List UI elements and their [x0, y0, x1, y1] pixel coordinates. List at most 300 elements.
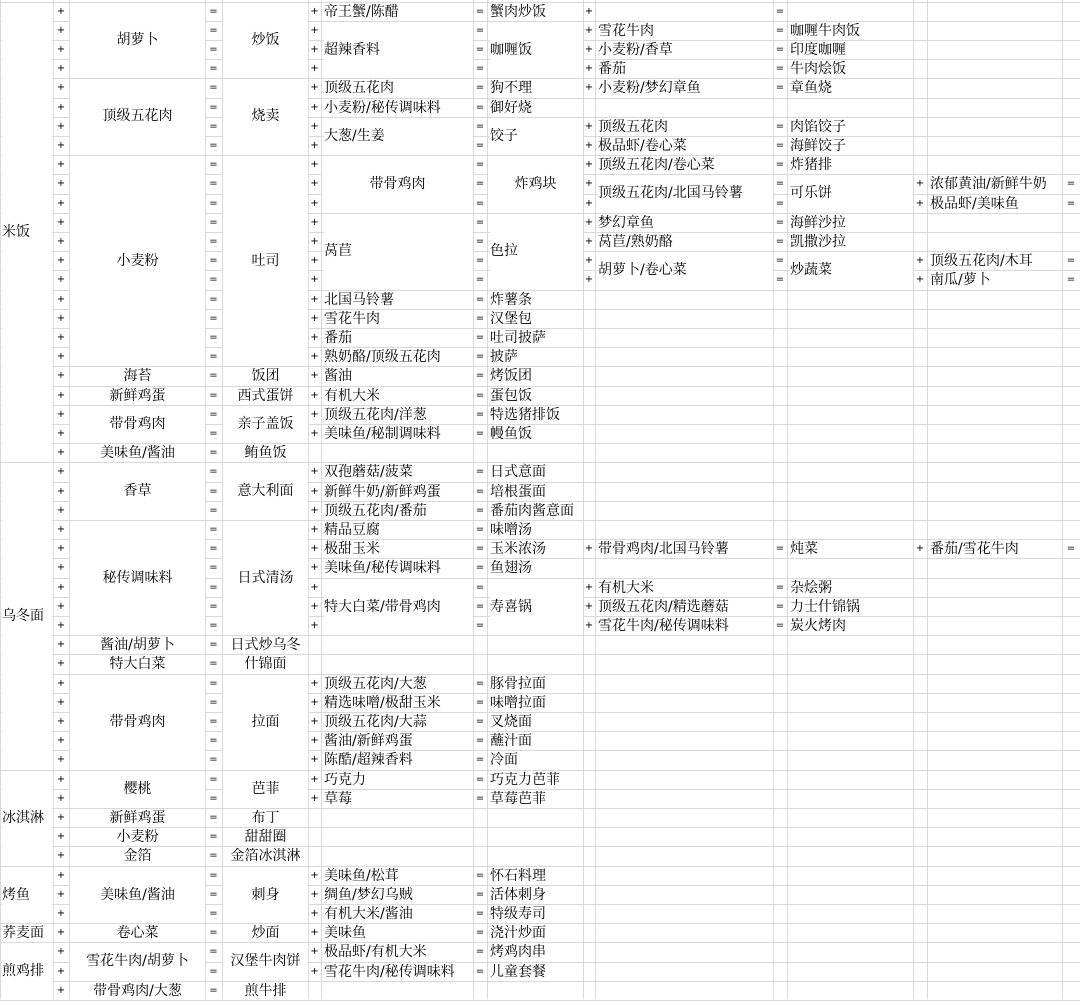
plus-symbol: + — [915, 255, 925, 267]
dish-cell: 浇汁炒面 — [490, 924, 583, 942]
equals-symbol: = — [475, 82, 485, 94]
ingredient-cell: 香草 — [70, 463, 205, 520]
equals-symbol: = — [775, 43, 785, 55]
plus-symbol: + — [584, 619, 594, 631]
ingredient-cell: 莴苣/熟奶酪 — [598, 233, 773, 251]
plus-symbol: + — [584, 63, 594, 75]
plus-symbol: + — [310, 120, 319, 132]
plus-symbol: + — [310, 504, 319, 516]
equals-symbol: = — [475, 773, 485, 785]
ingredient-cell: 小麦粉/梦幻章鱼 — [598, 79, 773, 97]
dish-cell: 海鲜沙拉 — [790, 214, 913, 232]
plus-symbol: + — [310, 735, 319, 747]
ingredient-cell: 美味鱼/酱油 — [70, 867, 205, 924]
equals-symbol: = — [475, 139, 485, 151]
equals-symbol: = — [1066, 178, 1076, 190]
dish-cell: 炸薯条 — [490, 291, 583, 309]
plus-symbol: + — [310, 696, 319, 708]
ingredient-cell: 绸鱼/梦幻乌贼 — [324, 886, 473, 904]
ingredient-cell: 顶级五花肉/大葱 — [324, 675, 473, 693]
plus-symbol: + — [310, 178, 319, 190]
equals-symbol: = — [475, 331, 485, 343]
equals-symbol: = — [209, 946, 218, 958]
ingredient-cell: 带骨鸡肉/北国马铃薯 — [598, 540, 773, 558]
equals-symbol: = — [209, 24, 218, 36]
plus-symbol: + — [56, 831, 66, 843]
plus-symbol: + — [56, 351, 66, 363]
ingredient-cell: 雪花牛肉/秘传调味料 — [598, 617, 773, 635]
ingredient-cell: 酱油/胡萝卜 — [70, 636, 205, 654]
plus-symbol: + — [584, 274, 594, 286]
ingredient-cell: 卷心菜 — [70, 924, 205, 942]
base-dish-cell: 米饭 — [2, 3, 52, 463]
equals-symbol: = — [775, 159, 785, 171]
dish-cell: 特级寿司 — [490, 905, 583, 923]
dish-cell: 饺子 — [490, 118, 583, 155]
dish-cell: 什锦面 — [223, 655, 308, 673]
base-dish-cell: 煎鸡排 — [2, 943, 52, 1000]
ingredient-cell: 带骨鸡肉 — [322, 156, 473, 213]
ingredient-cell: 顶级五花肉/北国马铃薯 — [598, 175, 773, 212]
plus-symbol: + — [310, 907, 319, 919]
dish-cell: 意大利面 — [223, 463, 308, 520]
equals-symbol: = — [775, 63, 785, 75]
dish-cell: 印度咖喱 — [790, 41, 913, 59]
plus-symbol: + — [310, 235, 319, 247]
plus-symbol: + — [310, 619, 319, 631]
dish-cell: 活体刺身 — [490, 886, 583, 904]
dish-cell: 金箔冰淇淋 — [223, 847, 308, 865]
ingredient-cell: 酱油/新鲜鸡蛋 — [324, 732, 473, 750]
ingredient-cell: 秘传调味料 — [70, 521, 205, 635]
dish-cell: 冷面 — [490, 751, 583, 769]
plus-symbol: + — [584, 82, 594, 94]
plus-symbol: + — [56, 984, 66, 996]
plus-symbol: + — [584, 159, 594, 171]
plus-symbol: + — [310, 562, 319, 574]
plus-symbol: + — [915, 178, 925, 190]
dish-cell: 炸猪排 — [790, 156, 913, 174]
ingredient-cell: 雪花牛肉/秘传调味料 — [324, 963, 473, 981]
ingredient-cell: 胡萝卜 — [70, 3, 205, 79]
ingredient-cell: 巧克力 — [324, 771, 473, 789]
ingredient-cell: 有机大米/酱油 — [324, 905, 473, 923]
ingredient-cell: 番茄 — [324, 329, 473, 347]
equals-symbol: = — [775, 24, 785, 36]
equals-symbol: = — [475, 5, 485, 17]
plus-symbol: + — [56, 927, 66, 939]
equals-symbol: = — [209, 504, 218, 516]
ingredient-cell: 顶级五花肉 — [598, 118, 773, 136]
plus-symbol: + — [56, 101, 66, 113]
equals-symbol: = — [209, 274, 218, 286]
ingredient-cell: 熟奶酪/顶级五花肉 — [324, 348, 473, 366]
plus-symbol: + — [310, 485, 319, 497]
equals-symbol: = — [775, 139, 785, 151]
dish-cell: 蛋包饭 — [490, 387, 583, 405]
plus-symbol: + — [310, 389, 319, 401]
equals-symbol: = — [475, 159, 485, 171]
plus-symbol: + — [56, 370, 66, 382]
dish-cell: 御好烧 — [490, 99, 583, 117]
ingredient-cell: 北国马铃薯 — [324, 291, 473, 309]
dish-cell: 牛肉烩饭 — [790, 60, 913, 78]
equals-symbol: = — [775, 82, 785, 94]
equals-symbol: = — [775, 600, 785, 612]
ingredient-cell: 樱桃 — [70, 771, 205, 808]
ingredient-cell: 带骨鸡肉/大葱 — [70, 982, 205, 1000]
dish-cell: 豚骨拉面 — [490, 675, 583, 693]
equals-symbol: = — [209, 754, 218, 766]
plus-symbol: + — [56, 408, 66, 420]
plus-symbol: + — [56, 5, 66, 17]
ingredient-cell: 美味鱼/松茸 — [324, 867, 473, 885]
plus-symbol: + — [584, 24, 594, 36]
plus-symbol: + — [56, 331, 66, 343]
equals-symbol: = — [209, 82, 218, 94]
ingredient-cell: 精选味噌/极甜玉米 — [324, 694, 473, 712]
plus-symbol: + — [584, 178, 594, 190]
ingredient-cell: 顶级五花肉/洋葱 — [324, 406, 473, 424]
dish-cell: 玉米浓汤 — [490, 540, 583, 558]
ingredient-cell: 浓郁黄油/新鲜牛奶 — [930, 175, 1062, 193]
ingredient-cell: 大葱/生姜 — [324, 118, 473, 155]
plus-symbol: + — [56, 139, 66, 151]
dish-cell: 日式清汤 — [223, 521, 308, 635]
equals-symbol: = — [209, 715, 218, 727]
equals-symbol: = — [775, 255, 785, 267]
dish-cell: 炸鸡块 — [488, 156, 583, 213]
plus-symbol: + — [310, 677, 319, 689]
plus-symbol: + — [310, 754, 319, 766]
ingredient-cell: 陈酷/超辣香料 — [324, 751, 473, 769]
equals-symbol: = — [775, 274, 785, 286]
dish-cell: 甜甜圈 — [223, 828, 308, 846]
equals-symbol: = — [475, 197, 485, 209]
equals-symbol: = — [209, 600, 218, 612]
plus-symbol: + — [56, 43, 66, 55]
ingredient-cell: 双孢蘑菇/菠菜 — [324, 463, 473, 481]
plus-symbol: + — [310, 216, 319, 228]
equals-symbol: = — [209, 351, 218, 363]
plus-symbol: + — [310, 139, 319, 151]
equals-symbol: = — [475, 792, 485, 804]
plus-symbol: + — [584, 581, 594, 593]
dish-cell: 海鲜饺子 — [790, 137, 913, 155]
dish-cell: 烤饭团 — [490, 367, 583, 385]
equals-symbol: = — [209, 159, 218, 171]
dish-cell: 汉堡牛肉饼 — [223, 943, 308, 980]
grid-column-line — [321, 0, 322, 999]
equals-symbol: = — [475, 466, 485, 478]
plus-symbol: + — [56, 274, 66, 286]
plus-symbol: + — [56, 888, 66, 900]
equals-symbol: = — [475, 370, 485, 382]
equals-symbol: = — [775, 543, 785, 555]
equals-symbol: = — [209, 216, 218, 228]
plus-symbol: + — [310, 331, 319, 343]
plus-symbol: + — [56, 754, 66, 766]
equals-symbol: = — [475, 869, 485, 881]
ingredient-cell: 极品虾/有机大米 — [324, 943, 473, 961]
plus-symbol: + — [56, 850, 66, 862]
plus-symbol: + — [310, 869, 319, 881]
dish-cell: 咖喱牛肉饭 — [790, 22, 913, 40]
plus-symbol: + — [584, 235, 594, 247]
plus-symbol: + — [584, 5, 594, 17]
grid-column-line — [927, 0, 928, 999]
plus-symbol: + — [56, 543, 66, 555]
equals-symbol: = — [475, 24, 485, 36]
ingredient-cell: 顶级五花肉/精选蘑菇 — [598, 598, 773, 616]
equals-symbol: = — [475, 735, 485, 747]
dish-cell: 炒蔬菜 — [790, 252, 913, 289]
dish-cell: 可乐饼 — [790, 175, 913, 212]
plus-symbol: + — [310, 24, 319, 36]
ingredient-cell: 顶级五花肉 — [324, 79, 473, 97]
equals-symbol: = — [475, 255, 485, 267]
equals-symbol: = — [475, 946, 485, 958]
dish-cell: 布丁 — [223, 809, 308, 827]
equals-symbol: = — [475, 120, 485, 132]
ingredient-cell: 海苔 — [70, 367, 205, 385]
plus-symbol: + — [56, 600, 66, 612]
dish-cell: 鲔鱼饭 — [223, 444, 308, 462]
equals-symbol: = — [209, 370, 218, 382]
ingredient-cell: 美味鱼/秘传调味料 — [324, 559, 473, 577]
grid-column-line — [1062, 0, 1063, 999]
plus-symbol: + — [310, 427, 319, 439]
dish-cell: 炭火烤肉 — [790, 617, 913, 635]
dish-cell: 鱼翅汤 — [490, 559, 583, 577]
ingredient-cell: 南瓜/萝卜 — [930, 271, 1062, 289]
equals-symbol: = — [475, 312, 485, 324]
ingredient-cell: 酱油 — [324, 367, 473, 385]
plus-symbol: + — [584, 600, 594, 612]
ingredient-cell: 雪花牛肉/胡萝卜 — [70, 943, 205, 980]
equals-symbol: = — [1066, 543, 1076, 555]
dish-cell: 炒饭 — [223, 3, 308, 79]
plus-symbol: + — [584, 216, 594, 228]
plus-symbol: + — [56, 159, 66, 171]
dish-cell: 特选猪排饭 — [490, 406, 583, 424]
equals-symbol: = — [209, 735, 218, 747]
equals-symbol: = — [475, 562, 485, 574]
equals-symbol: = — [475, 907, 485, 919]
ingredient-cell: 美味鱼 — [324, 924, 473, 942]
plus-symbol: + — [56, 677, 66, 689]
plus-symbol: + — [56, 504, 66, 516]
equals-symbol: = — [209, 389, 218, 401]
dish-cell: 杂烩粥 — [790, 579, 913, 597]
plus-symbol: + — [310, 581, 319, 593]
ingredient-cell: 番茄 — [598, 60, 773, 78]
plus-symbol: + — [310, 888, 319, 900]
dish-cell: 色拉 — [490, 214, 583, 290]
plus-symbol: + — [56, 235, 66, 247]
plus-symbol: + — [310, 5, 319, 17]
equals-symbol: = — [775, 216, 785, 228]
equals-symbol: = — [209, 581, 218, 593]
dish-cell: 芭菲 — [223, 771, 308, 808]
plus-symbol: + — [310, 197, 319, 209]
plus-symbol: + — [56, 715, 66, 727]
equals-symbol: = — [475, 523, 485, 535]
equals-symbol: = — [209, 658, 218, 670]
equals-symbol: = — [209, 408, 218, 420]
equals-symbol: = — [475, 619, 485, 631]
equals-symbol: = — [475, 178, 485, 190]
dish-cell: 烤鸡肉串 — [490, 943, 583, 961]
equals-symbol: = — [209, 523, 218, 535]
equals-symbol: = — [209, 792, 218, 804]
equals-symbol: = — [475, 715, 485, 727]
ingredient-cell: 有机大米 — [324, 387, 473, 405]
equals-symbol: = — [775, 581, 785, 593]
dish-cell: 叉烧面 — [490, 713, 583, 731]
plus-symbol: + — [310, 408, 319, 420]
dish-cell: 吐司 — [223, 156, 308, 366]
dish-cell: 巧克力芭菲 — [490, 771, 583, 789]
plus-symbol: + — [310, 63, 319, 75]
equals-symbol: = — [475, 274, 485, 286]
dish-cell: 力士什锦锅 — [790, 598, 913, 616]
plus-symbol: + — [56, 946, 66, 958]
equals-symbol: = — [209, 139, 218, 151]
equals-symbol: = — [475, 888, 485, 900]
dish-cell: 汉堡包 — [490, 310, 583, 328]
ingredient-cell: 极品虾/卷心菜 — [598, 137, 773, 155]
dish-cell: 培根蛋面 — [490, 483, 583, 501]
equals-symbol: = — [209, 965, 218, 977]
base-dish-cell: 乌冬面 — [2, 463, 52, 769]
equals-symbol: = — [209, 677, 218, 689]
plus-symbol: + — [56, 792, 66, 804]
equals-symbol: = — [209, 831, 218, 843]
equals-symbol: = — [209, 543, 218, 555]
ingredient-cell: 新鲜牛奶/新鲜鸡蛋 — [324, 483, 473, 501]
plus-symbol: + — [584, 197, 594, 209]
plus-symbol: + — [310, 312, 319, 324]
base-dish-cell: 荞麦面 — [2, 924, 52, 942]
equals-symbol: = — [209, 639, 218, 651]
equals-symbol: = — [209, 850, 218, 862]
ingredient-cell: 极品虾/美味鱼 — [930, 195, 1062, 213]
equals-symbol: = — [475, 235, 485, 247]
plus-symbol: + — [310, 792, 319, 804]
plus-symbol: + — [310, 43, 319, 55]
plus-symbol: + — [56, 197, 66, 209]
dish-cell: 儿童套餐 — [490, 963, 583, 981]
equals-symbol: = — [475, 965, 485, 977]
plus-symbol: + — [56, 773, 66, 785]
ingredient-cell: 顶级五花肉/番茄 — [324, 502, 473, 520]
ingredient-cell: 超辣香料 — [324, 22, 473, 79]
plus-symbol: + — [310, 715, 319, 727]
plus-symbol: + — [56, 562, 66, 574]
dish-cell: 烧卖 — [223, 79, 308, 155]
equals-symbol: = — [209, 696, 218, 708]
ingredient-cell: 有机大米 — [598, 579, 773, 597]
equals-symbol: = — [475, 485, 485, 497]
plus-symbol: + — [310, 351, 319, 363]
plus-symbol: + — [56, 485, 66, 497]
grid-column-line — [913, 0, 914, 999]
plus-symbol: + — [56, 965, 66, 977]
dish-cell: 刺身 — [223, 867, 308, 924]
equals-symbol: = — [209, 562, 218, 574]
equals-symbol: = — [475, 696, 485, 708]
equals-symbol: = — [209, 427, 218, 439]
equals-symbol: = — [209, 101, 218, 113]
equals-symbol: = — [209, 447, 218, 459]
equals-symbol: = — [209, 178, 218, 190]
plus-symbol: + — [56, 389, 66, 401]
ingredient-cell: 番茄/雪花牛肉 — [930, 540, 1062, 558]
equals-symbol: = — [1066, 197, 1076, 209]
plus-symbol: + — [584, 255, 594, 267]
ingredient-cell: 小麦粉/香草 — [598, 41, 773, 59]
equals-symbol: = — [209, 312, 218, 324]
dish-cell: 味噌汤 — [490, 521, 583, 539]
ingredient-cell: 帝王蟹/陈醋 — [324, 3, 473, 21]
equals-symbol: = — [209, 869, 218, 881]
plus-symbol: + — [915, 274, 925, 286]
plus-symbol: + — [584, 43, 594, 55]
ingredient-cell: 雪花牛肉 — [324, 310, 473, 328]
ingredient-cell: 小麦粉 — [70, 156, 205, 366]
grid-column-line — [787, 0, 788, 999]
ingredient-cell: 顶级五花肉/卷心菜 — [598, 156, 773, 174]
dish-cell: 炒面 — [223, 924, 308, 942]
equals-symbol: = — [209, 43, 218, 55]
ingredient-cell: 带骨鸡肉 — [70, 406, 205, 443]
ingredient-cell: 顶级五花肉/木耳 — [930, 252, 1062, 270]
ingredient-cell: 小麦粉/秘传调味料 — [324, 99, 473, 117]
equals-symbol: = — [209, 5, 218, 17]
equals-symbol: = — [209, 811, 218, 823]
ingredient-cell: 特大白菜/带骨鸡肉 — [324, 579, 473, 636]
plus-symbol: + — [56, 427, 66, 439]
equals-symbol: = — [475, 543, 485, 555]
equals-symbol: = — [775, 178, 785, 190]
ingredient-cell: 顶级五花肉 — [70, 79, 205, 155]
equals-symbol: = — [475, 677, 485, 689]
equals-symbol: = — [209, 907, 218, 919]
dish-cell: 日式意面 — [490, 463, 583, 481]
plus-symbol: + — [56, 811, 66, 823]
plus-symbol: + — [56, 82, 66, 94]
ingredient-cell: 草莓 — [324, 790, 473, 808]
equals-symbol: = — [209, 485, 218, 497]
dish-cell: 蘸汁面 — [490, 732, 583, 750]
plus-symbol: + — [584, 139, 594, 151]
plus-symbol: + — [56, 869, 66, 881]
plus-symbol: + — [310, 965, 319, 977]
dish-cell: 披萨 — [490, 348, 583, 366]
equals-symbol: = — [475, 927, 485, 939]
equals-symbol: = — [1066, 255, 1076, 267]
equals-symbol: = — [475, 504, 485, 516]
plus-symbol: + — [915, 543, 925, 555]
dish-cell: 番茄肉酱意面 — [490, 502, 583, 520]
dish-cell: 狗不理 — [490, 79, 583, 97]
dish-cell: 寿喜锅 — [490, 579, 583, 636]
plus-symbol: + — [56, 466, 66, 478]
plus-symbol: + — [56, 581, 66, 593]
equals-symbol: = — [775, 120, 785, 132]
base-dish-cell: 烤鱼 — [2, 867, 52, 924]
